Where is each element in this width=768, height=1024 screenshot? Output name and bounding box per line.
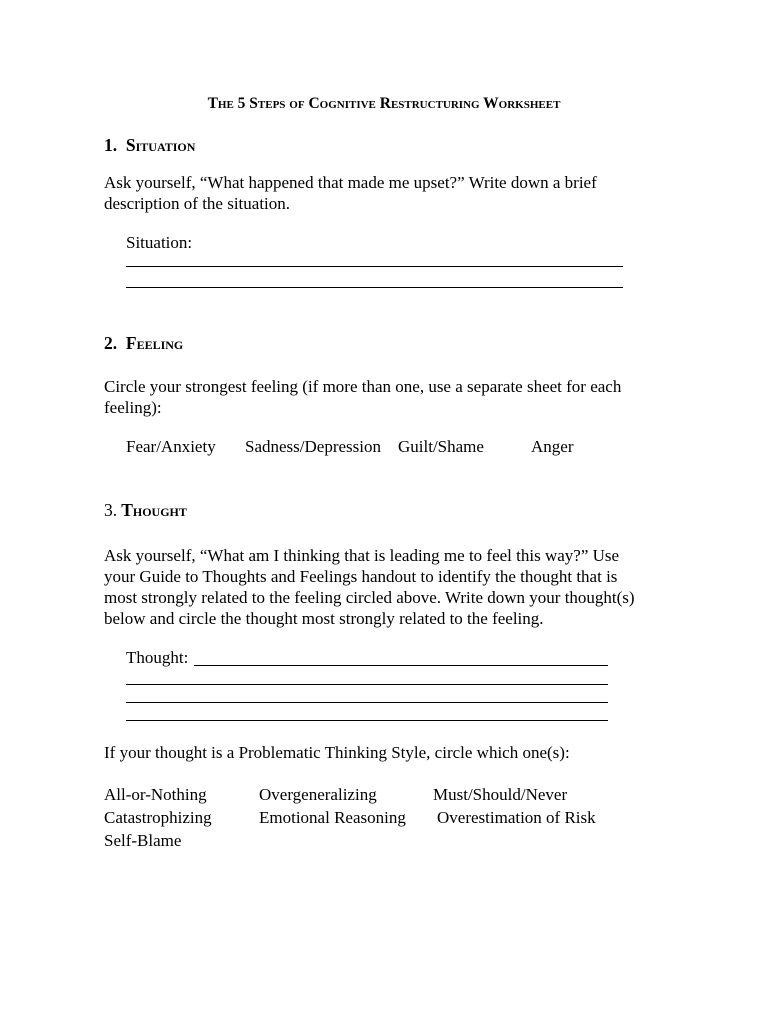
thought-answer-line[interactable] [126,720,608,721]
thinking-style-option[interactable]: Overestimation of Risk [437,808,596,827]
situation-instructions: Ask yourself, “What happened that made me upset?” Write down a brief description of the situation. [104,173,597,213]
situation-field-label: Situation: [126,233,193,252]
thinking-style-option[interactable]: Must/Should/Never [433,785,568,804]
thought-instructions: Ask yourself, “What am I thinking that is leading me to feel this way?” Use your Guide to Thoughts and Feelings handout to identify the thought that is most strongly related to the feeling circled above. Write down your thought(s) below and circle the thought most strongly related to the feeling. [104,546,635,628]
section-heading-feeling [104,332,183,354]
situation-answer-line[interactable] [126,287,623,288]
section-title: Feeling [125,333,184,353]
section-heading-thought [104,499,187,521]
feeling-option[interactable]: Fear/Anxiety [126,437,216,456]
feeling-option[interactable]: Anger [531,437,574,456]
section-title: Situation [125,135,196,155]
feeling-option[interactable]: Guilt/Shame [398,437,484,456]
thinking-style-option[interactable]: Catastrophizing [104,808,212,827]
thinking-style-option[interactable]: Self-Blame [104,831,182,850]
thought-answer-line[interactable] [126,684,608,685]
section-number: 2. [104,333,118,353]
section-number: 3. [104,500,118,520]
thinking-style-option[interactable]: Emotional Reasoning [259,808,406,827]
worksheet-title: The 5 Steps of Cognitive Restructuring Worksheet [207,95,561,112]
thinking-styles-prompt: If your thought is a Problematic Thinking Style, circle which one(s): [104,743,570,762]
feeling-instructions: Circle your strongest feeling (if more than one, use a separate sheet for each feeling): [104,377,622,417]
situation-answer-line[interactable] [126,266,623,267]
thought-answer-line[interactable] [194,665,608,666]
thought-field-label: Thought: [126,648,189,667]
thinking-style-option[interactable]: All-or-Nothing [104,785,207,804]
feeling-option[interactable]: Sadness/Depression [245,437,381,456]
thought-answer-line[interactable] [126,702,608,703]
section-title: Thought [121,500,187,520]
thinking-style-option[interactable]: Overgeneralizing [259,785,377,804]
section-heading-situation [104,134,195,156]
section-number: 1. [104,135,118,155]
